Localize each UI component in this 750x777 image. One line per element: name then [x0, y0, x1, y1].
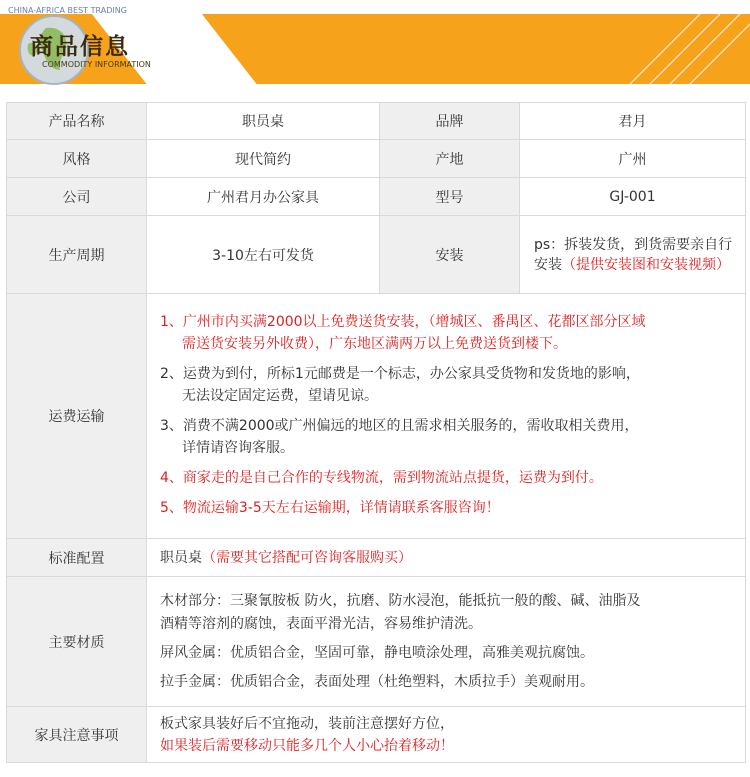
- section-title: 商品信息: [30, 34, 130, 60]
- shipping-item: 2、运费为到付，所标1元邮费是一个标志，办公家具受货物和发货地的影响， 无法设定固定运费，望请见谅。: [160, 366, 640, 404]
- material-line: 屏风金属：优质铝合金，坚固可靠，静电喷涂处理，高雅美观抗腐蚀。: [160, 644, 594, 661]
- row-label-furniture-notes: 家具注意事项: [7, 707, 147, 763]
- installation-note: ps：拆装发货，到货需要亲自行安装: [534, 236, 733, 273]
- table-row: [7, 294, 746, 539]
- product-spec-table: [6, 102, 746, 763]
- shipping-item: 1、广州市内买满2000以上免费送货安装，（增城区、番禺区、花都区部分区域 需送货安装另外收费），广东地区满两万以上免费送货到楼下。: [160, 314, 646, 352]
- table-row: [7, 216, 746, 294]
- table-row: [7, 140, 746, 178]
- logo-arc-text: CHINA-AFRICA BEST TRADING: [8, 6, 127, 15]
- section-banner: [0, 0, 750, 88]
- row-label-production-cycle: 生产周期: [7, 216, 147, 294]
- row-label-style: 风格: [7, 140, 147, 178]
- table-row: [7, 103, 746, 140]
- row-value-furniture-notes: [147, 707, 746, 763]
- section-subtitle: COMMODITY INFORMATION: [42, 60, 151, 69]
- table-row: [7, 178, 746, 216]
- table-row: [7, 707, 746, 763]
- row-label-installation: 安装: [380, 216, 520, 294]
- row-value-style: 现代简约: [147, 140, 380, 178]
- shipping-terms: [147, 294, 746, 539]
- table-row: [7, 577, 746, 707]
- row-label-materials: 主要材质: [7, 577, 147, 707]
- row-label-standard-config: 标准配置: [7, 539, 147, 577]
- material-line: 拉手金属：优质铝合金，表面处理（杜绝塑料，木质拉手）美观耐用。: [160, 673, 594, 690]
- row-label-brand: 品牌: [380, 103, 520, 140]
- row-label-shipping: 运费运输: [7, 294, 147, 539]
- row-value-production-cycle: 3-10左右可发货: [147, 216, 380, 294]
- config-note-red: （需要其它搭配可咨询客服购买）: [202, 549, 412, 566]
- table-row: [7, 539, 746, 577]
- decorative-lines: [610, 14, 750, 84]
- row-label-product-name: 产品名称: [7, 103, 147, 140]
- row-value-installation: [520, 216, 746, 294]
- notes-line-red: 如果装后需要移动只能多几个人小心抬着移动！: [160, 737, 454, 754]
- shipping-item: 5、物流运输3-5天左右运输期，详情请联系客服咨询！: [160, 500, 500, 516]
- row-value-product-name: 职员桌: [147, 103, 380, 140]
- material-line: 木材部分：三聚氰胺板 防火，抗磨、防水浸泡，能抵抗一般的酸、碱、油脂及: [160, 592, 641, 609]
- row-value-materials: [147, 577, 746, 707]
- row-value-origin: 广州: [520, 140, 746, 178]
- notes-line: 板式家具装好后不宜拖动，装前注意摆好方位，: [160, 715, 454, 732]
- row-value-brand: 君月: [520, 103, 746, 140]
- row-label-model: 型号: [380, 178, 520, 216]
- row-label-origin: 产地: [380, 140, 520, 178]
- row-value-model: GJ-001: [520, 178, 746, 216]
- row-value-standard-config: 职员桌（需要其它搭配可咨询客服购买）: [147, 539, 746, 577]
- installation-note-red: （提供安装图和安装视频）: [562, 256, 730, 273]
- row-value-company: 广州君月办公家具: [147, 178, 380, 216]
- material-line: 酒精等溶剂的腐蚀，表面平滑光洁，容易维护清洗。: [160, 615, 482, 632]
- shipping-item: 3、消费不满2000或广州偏远的地区的且需求相关服务的，需收取相关费用， 详情请咨询客服。: [160, 418, 639, 456]
- row-label-company: 公司: [7, 178, 147, 216]
- shipping-item: 4、商家走的是自己合作的专线物流，需到物流站点提货，运费为到付。: [160, 470, 603, 486]
